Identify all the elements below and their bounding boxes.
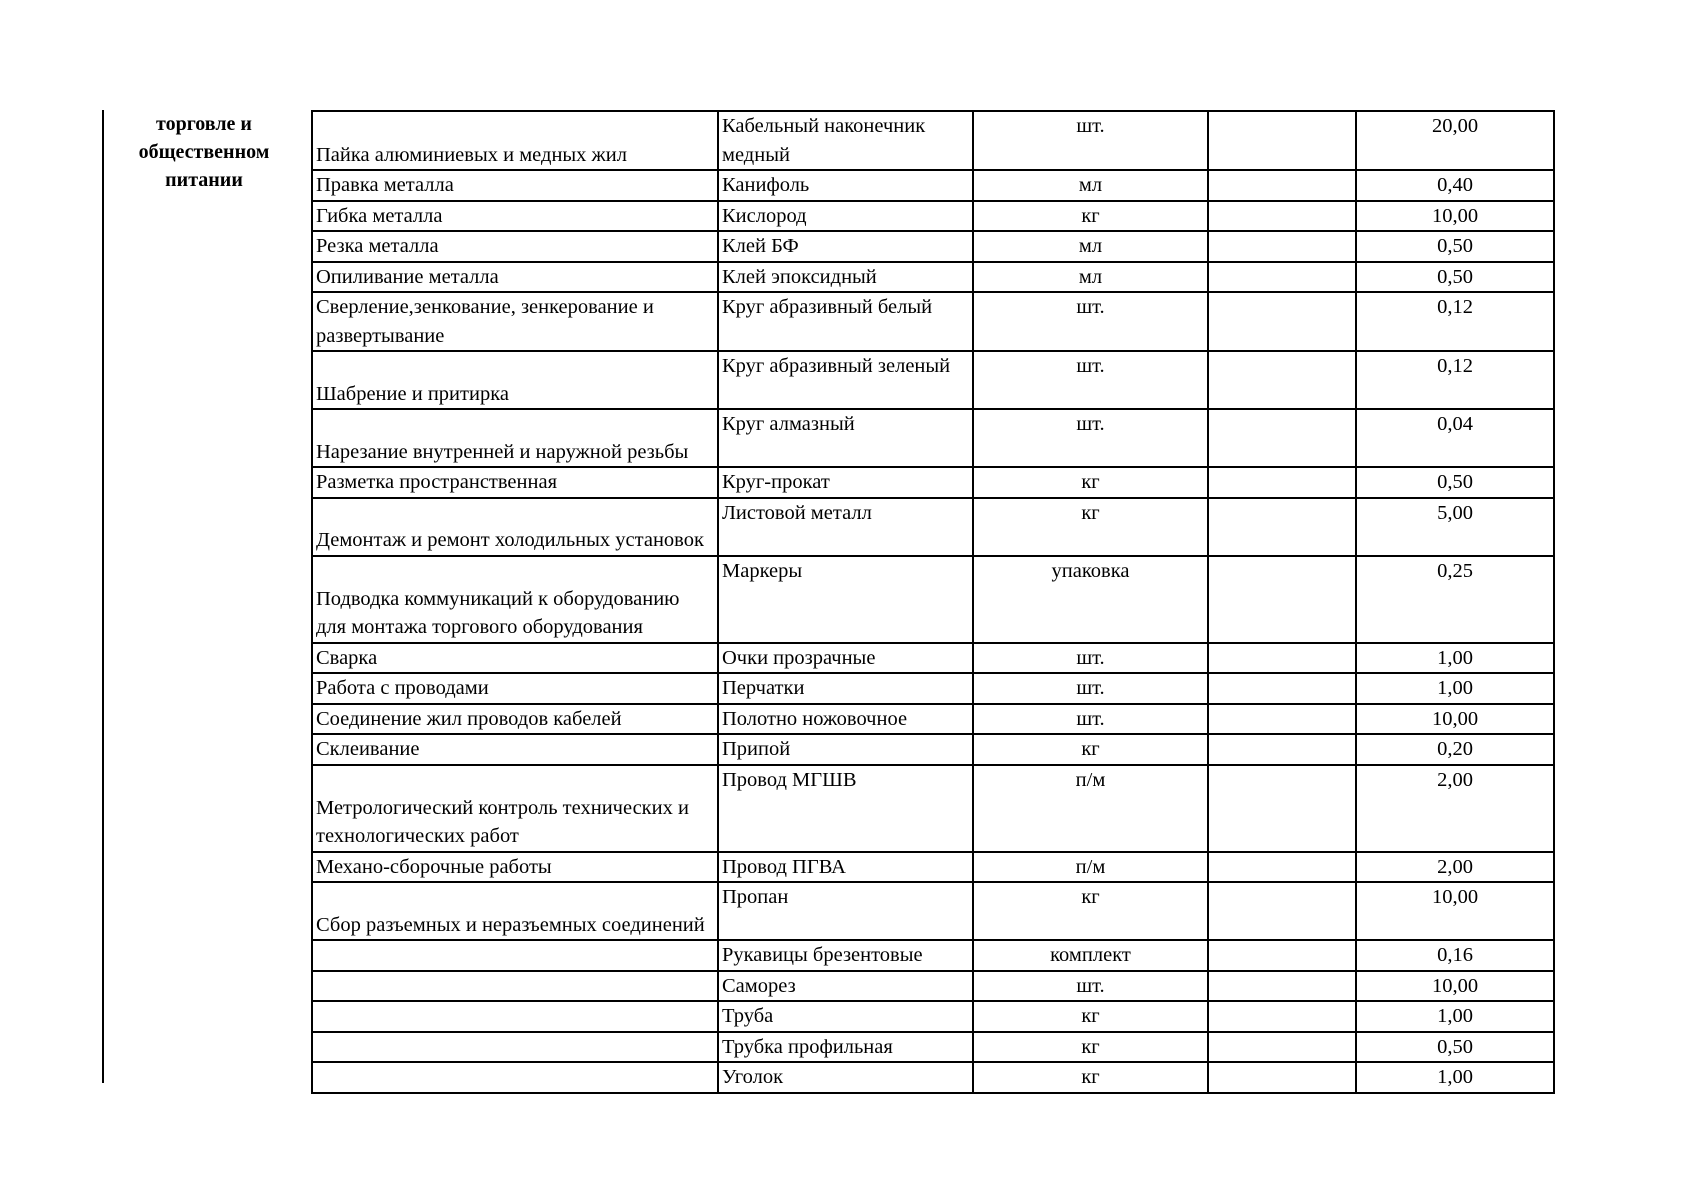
quantity-cell: 0,04: [1356, 409, 1554, 467]
table-row: [312, 231, 1554, 262]
table-row: [312, 498, 1554, 556]
quantity-cell: 0,50: [1356, 262, 1554, 293]
blank-cell: [1208, 1032, 1356, 1063]
unit-cell: шт.: [973, 111, 1208, 170]
unit-cell: упаковка: [973, 556, 1208, 643]
operation-cell: Склеивание: [312, 734, 718, 765]
quantity-cell: 10,00: [1356, 971, 1554, 1002]
blank-cell: [1208, 351, 1356, 409]
operation-cell: Пайка алюминиевых и медных жил: [312, 111, 718, 170]
unit-cell: шт.: [973, 292, 1208, 351]
unit-cell: кг: [973, 498, 1208, 556]
material-cell: Круг алмазный: [718, 409, 973, 467]
quantity-cell: 1,00: [1356, 1062, 1554, 1093]
material-cell: Уголок: [718, 1062, 973, 1093]
unit-cell: комплект: [973, 940, 1208, 971]
operation-cell: [312, 1032, 718, 1063]
operation-cell: Механо-сборочные работы: [312, 852, 718, 883]
table-row: [312, 351, 1554, 409]
operation-cell: [312, 1062, 718, 1093]
blank-cell: [1208, 498, 1356, 556]
blank-cell: [1208, 201, 1356, 232]
unit-cell: шт.: [973, 971, 1208, 1002]
material-cell: Пропан: [718, 882, 973, 940]
table-row: [312, 170, 1554, 201]
quantity-cell: 0,12: [1356, 292, 1554, 351]
unit-cell: мл: [973, 170, 1208, 201]
operation-cell: Опиливание металла: [312, 262, 718, 293]
unit-cell: п/м: [973, 852, 1208, 883]
material-cell: Маркеры: [718, 556, 973, 643]
table-row: [312, 1001, 1554, 1032]
operation-cell: [312, 971, 718, 1002]
operation-cell: Нарезание внутренней и наружной резьбы: [312, 409, 718, 467]
operation-cell: Гибка металла: [312, 201, 718, 232]
material-cell: Круг абразивный зеленый: [718, 351, 973, 409]
section-heading-line: питании: [165, 169, 243, 191]
blank-cell: [1208, 231, 1356, 262]
operation-cell: Соединение жил проводов кабелей: [312, 704, 718, 735]
unit-cell: кг: [973, 1001, 1208, 1032]
operation-cell: Правка металла: [312, 170, 718, 201]
blank-cell: [1208, 734, 1356, 765]
unit-cell: мл: [973, 231, 1208, 262]
unit-cell: шт.: [973, 704, 1208, 735]
unit-cell: п/м: [973, 765, 1208, 852]
quantity-cell: 1,00: [1356, 673, 1554, 704]
blank-cell: [1208, 409, 1356, 467]
unit-cell: шт.: [973, 351, 1208, 409]
materials-table: [311, 110, 1555, 1094]
table-row: [312, 1032, 1554, 1063]
blank-cell: [1208, 643, 1356, 674]
material-cell: Припой: [718, 734, 973, 765]
quantity-cell: 10,00: [1356, 704, 1554, 735]
material-cell: Перчатки: [718, 673, 973, 704]
material-cell: Очки прозрачные: [718, 643, 973, 674]
operation-cell: Работа с проводами: [312, 673, 718, 704]
blank-cell: [1208, 292, 1356, 351]
quantity-cell: 2,00: [1356, 852, 1554, 883]
table-row: [312, 734, 1554, 765]
operation-cell: Шабрение и притирка: [312, 351, 718, 409]
quantity-cell: 5,00: [1356, 498, 1554, 556]
operation-cell: Сбор разъемных и неразъемных соединений: [312, 882, 718, 940]
operation-cell: Демонтаж и ремонт холодильных установок: [312, 498, 718, 556]
table-row: [312, 882, 1554, 940]
material-cell: Полотно ножовочное: [718, 704, 973, 735]
blank-cell: [1208, 765, 1356, 852]
quantity-cell: 20,00: [1356, 111, 1554, 170]
operation-cell: Сварка: [312, 643, 718, 674]
blank-cell: [1208, 556, 1356, 643]
material-cell: Кислород: [718, 201, 973, 232]
material-cell: Саморез: [718, 971, 973, 1002]
blank-cell: [1208, 852, 1356, 883]
unit-cell: кг: [973, 1062, 1208, 1093]
table-row: [312, 409, 1554, 467]
table-row: [312, 765, 1554, 852]
left-border-rule: [102, 110, 104, 1083]
unit-cell: кг: [973, 201, 1208, 232]
blank-cell: [1208, 467, 1356, 498]
unit-cell: шт.: [973, 409, 1208, 467]
quantity-cell: 1,00: [1356, 643, 1554, 674]
material-cell: Листовой металл: [718, 498, 973, 556]
operation-cell: Подводка коммуникаций к оборудованию для монтажа торгового оборудования: [312, 556, 718, 643]
table-row: [312, 704, 1554, 735]
quantity-cell: 10,00: [1356, 201, 1554, 232]
material-cell: Рукавицы брезентовые: [718, 940, 973, 971]
operation-cell: Резка металла: [312, 231, 718, 262]
unit-cell: кг: [973, 467, 1208, 498]
quantity-cell: 0,25: [1356, 556, 1554, 643]
blank-cell: [1208, 882, 1356, 940]
operation-cell: Разметка пространственная: [312, 467, 718, 498]
material-cell: Кабельный наконечник медный: [718, 111, 973, 170]
table-row: [312, 556, 1554, 643]
quantity-cell: 2,00: [1356, 765, 1554, 852]
operation-cell: [312, 1001, 718, 1032]
quantity-cell: 0,50: [1356, 231, 1554, 262]
material-cell: Труба: [718, 1001, 973, 1032]
table-row: [312, 643, 1554, 674]
material-cell: Клей БФ: [718, 231, 973, 262]
material-cell: Провод ПГВА: [718, 852, 973, 883]
unit-cell: кг: [973, 882, 1208, 940]
table-row: [312, 673, 1554, 704]
material-cell: Трубка профильная: [718, 1032, 973, 1063]
quantity-cell: 1,00: [1356, 1001, 1554, 1032]
unit-cell: шт.: [973, 673, 1208, 704]
table-row: [312, 940, 1554, 971]
material-cell: Канифоль: [718, 170, 973, 201]
table-row: [312, 111, 1554, 170]
unit-cell: мл: [973, 262, 1208, 293]
material-cell: Круг-прокат: [718, 467, 973, 498]
blank-cell: [1208, 262, 1356, 293]
blank-cell: [1208, 170, 1356, 201]
unit-cell: кг: [973, 734, 1208, 765]
material-cell: Провод МГШВ: [718, 765, 973, 852]
quantity-cell: 10,00: [1356, 882, 1554, 940]
section-heading: [118, 110, 290, 194]
table-row: [312, 467, 1554, 498]
quantity-cell: 0,16: [1356, 940, 1554, 971]
blank-cell: [1208, 971, 1356, 1002]
quantity-cell: 0,20: [1356, 734, 1554, 765]
operation-cell: Метрологический контроль технических и технологических работ: [312, 765, 718, 852]
operation-cell: Сверление,зенкование, зенкерование и развертывание: [312, 292, 718, 351]
table-row: [312, 1062, 1554, 1093]
unit-cell: шт.: [973, 643, 1208, 674]
section-heading-line: общественном: [138, 141, 270, 163]
materials-table-body: [312, 111, 1554, 1093]
blank-cell: [1208, 940, 1356, 971]
material-cell: Круг абразивный белый: [718, 292, 973, 351]
blank-cell: [1208, 1062, 1356, 1093]
table-row: [312, 262, 1554, 293]
blank-cell: [1208, 1001, 1356, 1032]
table-row: [312, 852, 1554, 883]
blank-cell: [1208, 704, 1356, 735]
operation-cell: [312, 940, 718, 971]
table-row: [312, 201, 1554, 232]
table-row: [312, 971, 1554, 1002]
section-heading-line: торговле и: [156, 113, 252, 135]
blank-cell: [1208, 111, 1356, 170]
unit-cell: кг: [973, 1032, 1208, 1063]
quantity-cell: 0,50: [1356, 467, 1554, 498]
table-row: [312, 292, 1554, 351]
quantity-cell: 0,12: [1356, 351, 1554, 409]
blank-cell: [1208, 673, 1356, 704]
material-cell: Клей эпоксидный: [718, 262, 973, 293]
quantity-cell: 0,50: [1356, 1032, 1554, 1063]
quantity-cell: 0,40: [1356, 170, 1554, 201]
